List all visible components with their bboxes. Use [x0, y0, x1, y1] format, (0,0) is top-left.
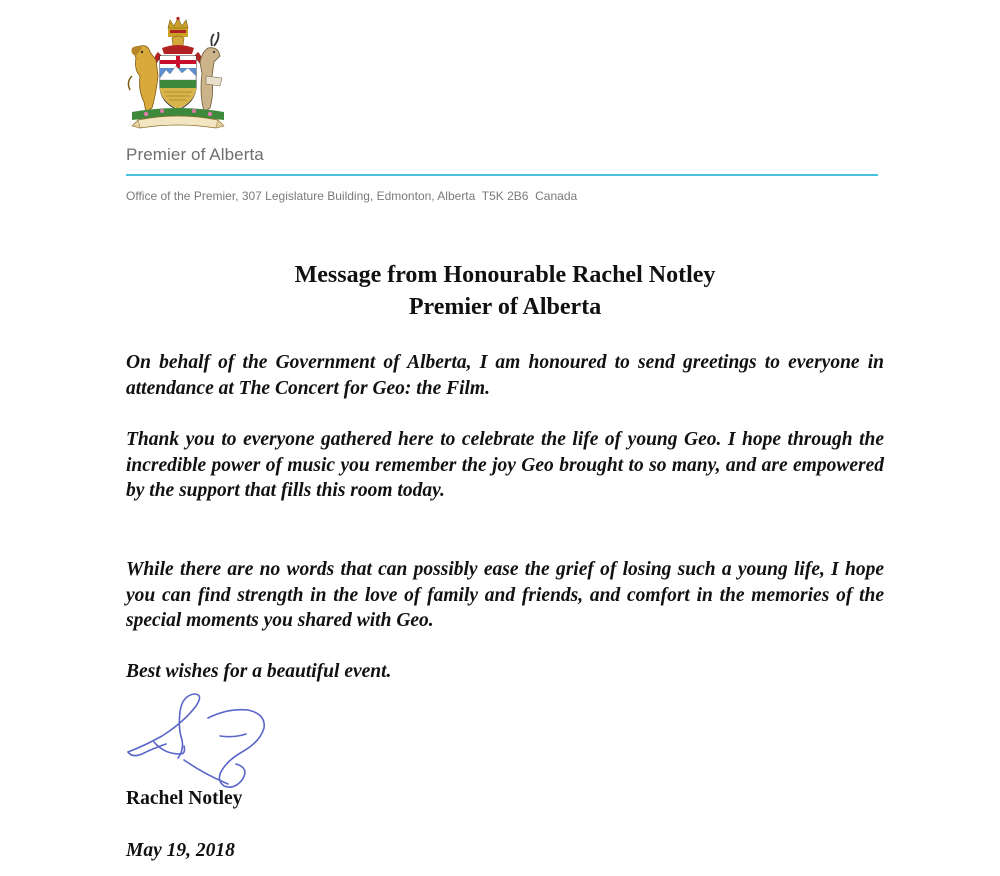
message-paragraph: On behalf of the Government of Alberta, I am honoured to send greetings to everyone in attendance at The Concert for Geo: the Film. — [126, 352, 884, 399]
closing-wish: Best wishes for a beautiful event. — [126, 661, 392, 682]
message-title: Message from Honourable Rachel Notley — [294, 262, 716, 288]
lion-supporter-icon — [128, 46, 158, 112]
message-subtitle: Premier of Alberta — [408, 294, 602, 320]
shield-icon — [160, 56, 196, 110]
letterhead-divider — [126, 174, 878, 176]
alberta-coat-of-arms-icon — [122, 16, 234, 134]
pronghorn-supporter-icon — [200, 32, 222, 112]
signer-name: Rachel Notley — [126, 788, 243, 809]
message-paragraph: While there are no words that can possibly ease the grief of losing such a young life, I hope you can find strength in the love of family and friends, and comfort in the memories of the special moments you shared with Geo. — [126, 559, 884, 631]
crown-icon — [168, 17, 188, 37]
office-name: Premier of Alberta — [126, 145, 264, 164]
office-address: Office of the Premier, 307 Legislature Building, Edmonton, Alberta T5K 2B6 Canada — [126, 189, 578, 203]
letter-date: May 19, 2018 — [126, 840, 235, 861]
message-paragraph: Thank you to everyone gathered here to celebrate the life of young Geo. I hope through the incredible power of music you remember the joy Geo brought to so many, and are empowered by the support that fills this room today. — [126, 429, 884, 501]
handwritten-signature-icon — [124, 688, 294, 796]
